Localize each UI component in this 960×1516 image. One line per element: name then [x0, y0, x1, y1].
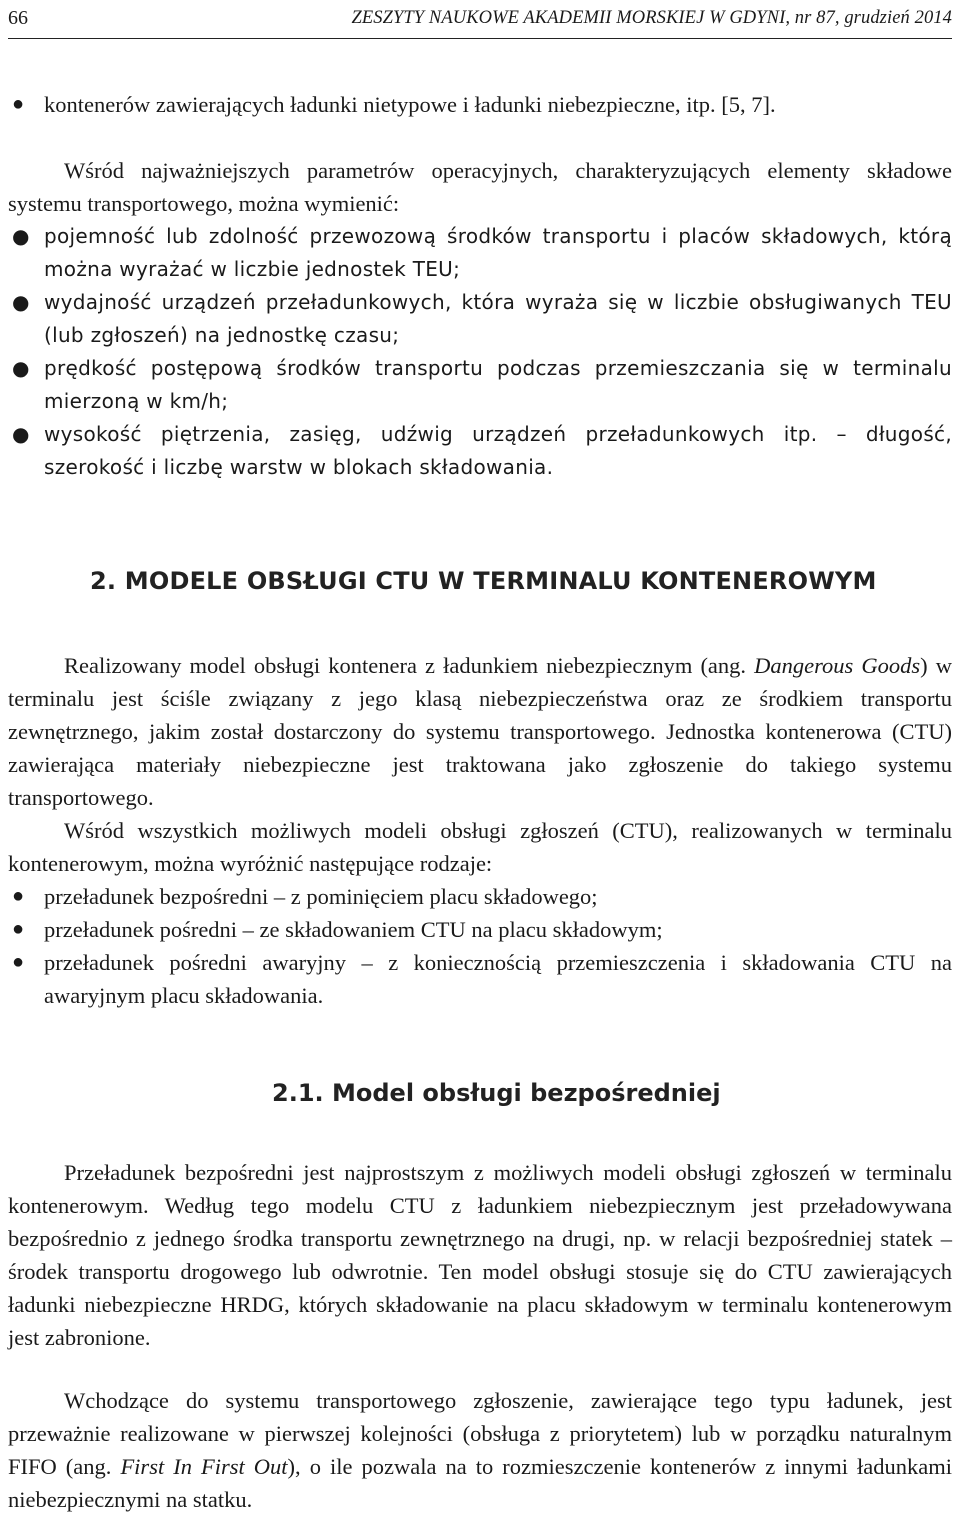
list-item: ● przeładunek pośredni – ze składowaniem CTU na placu składowym; [8, 913, 952, 946]
section21-paragraph-2: Wchodzące do systemu transportowego zgłoszenie, zawierające tego typu ładunek, jest przeważnie realizowane w pierwszej kolejności (obsługa z priorytetem) lub w porządku naturalnym FIFO (ang. First In First Out), o ile pozwala na to rozmieszczenie kontenerów z innymi ładunkami niebezpiecznymi na statku. [8, 1388, 952, 1512]
list-item: ● przeładunek pośredni awaryjny – z koniecznością przemieszczenia i składowania CTU na awaryjnym placu składowania. [8, 946, 952, 1012]
list-item: ● wysokość piętrzenia, zasięg, udźwig urządzeń przeładunkowych itp. – długość, szerokość i liczbę warstw w blokach składowania. [8, 418, 952, 484]
subsection-heading: 2.1. Model obsługi bezpośredniej [272, 1079, 721, 1107]
params-list [8, 220, 952, 484]
list-item: ● przeładunek bezpośredni – z pominięciem placu składowego; [8, 880, 952, 913]
section-heading: 2. MODELE OBSŁUGI CTU W TERMINALU KONTENEROWYM [90, 567, 877, 595]
running-header [8, 0, 952, 39]
list-item: ● kontenerów zawierających ładunki nietypowe i ładunki niebezpieczne, itp. [5, 7]. [8, 88, 952, 121]
bullet-icon: ● [12, 422, 30, 446]
bullet-icon: ● [12, 885, 25, 907]
bullet-icon: ● [12, 93, 25, 115]
bullet-icon: ● [12, 290, 30, 314]
section2-paragraph-1: Realizowany model obsługi kontenera z ładunkiem niebezpiecznym (ang. Dangerous Goods) w terminalu jest ściśle związany z jego klasą niebezpieczeństwa oraz ze środkiem transportu zewnętrznego, jakim został dostarczony do systemu transportowego. Jednostka kontenerowa (CTU) zawierająca materiały niebezpieczne jest traktowana jako zgłoszenie do takiego systemu transportowego. [8, 653, 952, 810]
bullet-icon: ● [12, 918, 25, 940]
page-number: 66 [8, 7, 28, 29]
journal-title: ZESZYTY NAUKOWE AKADEMII MORSKIEJ W GDYNI, nr 87, grudzień 2014 [351, 8, 952, 28]
section2-paragraph-2: Wśród wszystkich możliwych modeli obsługi zgłoszeń (CTU), realizowanych w terminalu kontenerowym, można wyróżnić następujące rodzaje: [8, 818, 952, 876]
top-list [8, 88, 952, 121]
list-item: ● prędkość postępową środków transportu podczas przemieszczania się w terminalu mierzoną w km/h; [8, 352, 952, 418]
handling-types-list [8, 880, 952, 1012]
bullet-icon: ● [12, 356, 30, 380]
bullet-icon: ● [12, 951, 25, 973]
section21-paragraph-1: Przeładunek bezpośredni jest najprostszym z możliwych modeli obsługi zgłoszeń w terminalu kontenerowym. Według tego modelu CTU z ładunkiem niebezpiecznym jest przeładowywana bezpośrednio z jednego środka transportu zewnętrznego na drugi, np. w relacji bezpośredniej statek – środek transportu drogowego lub odwrotnie. Ten model obsługi stosuje się do CTU zawierających ładunki niebezpieczne HRDG, których składowanie na placu składowym w terminalu kontenerowym jest zabronione. [8, 1160, 952, 1350]
list-item: ● pojemność lub zdolność przewozową środków transportu i placów składowych, którą można wyrażać w liczbie jednostek TEU; [8, 220, 952, 286]
intro-paragraph: Wśród najważniejszych parametrów operacyjnych, charakteryzujących elementy składowe systemu transportowego, można wymienić: [8, 158, 952, 216]
list-item: ● wydajność urządzeń przeładunkowych, która wyraża się w liczbie obsługiwanych TEU (lub zgłoszeń) na jednostkę czasu; [8, 286, 952, 352]
bullet-icon: ● [12, 224, 30, 248]
